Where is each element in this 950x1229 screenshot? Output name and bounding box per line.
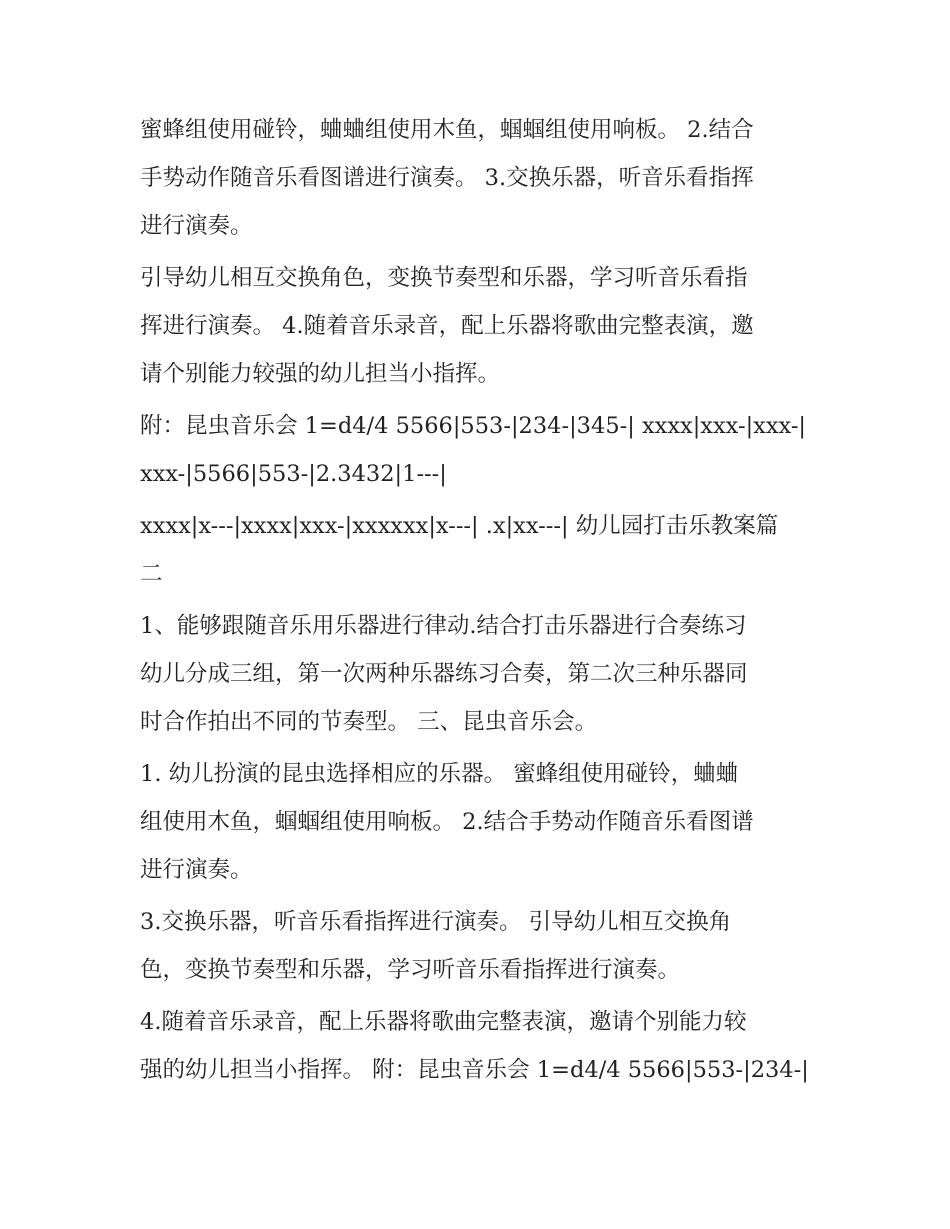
text-line: 挥进行演奏。 4.随着音乐录音，配上乐器将歌曲完整表演，邀	[140, 313, 754, 339]
text-line: 引导幼儿相互交换角色，变换节奏型和乐器，学习听音乐看指	[140, 265, 748, 291]
text-line: 蜜蜂组使用碰铃，蛐蛐组使用木鱼，蝈蝈组使用响板。 2.结合	[140, 117, 754, 143]
text-line: 时合作拍出不同的节奏型。 三、昆虫音乐会。	[140, 709, 598, 735]
paragraph-3	[140, 602, 820, 746]
text-line: 手势动作随音乐看图谱进行演奏。 3.交换乐器，听音乐看指挥	[140, 165, 754, 191]
paragraph-5	[140, 898, 820, 994]
text-line: 强的幼儿担当小指挥。 附：昆虫音乐会 1=d4/4 5566|553-|234-|	[140, 1057, 809, 1083]
paragraph-2	[140, 254, 820, 398]
text-line: xxx-|5566|553-|2.3432|1---|	[140, 461, 447, 487]
paragraph-6	[140, 998, 820, 1094]
text-line: 进行演奏。	[140, 857, 253, 883]
text-line: 色，变换节奏型和乐器，学习听音乐看指挥进行演奏。	[140, 957, 681, 983]
text-line: 进行演奏。	[140, 213, 253, 239]
text-line: 附：昆虫音乐会 1=d4/4 5566|553-|234-|345-| xxxx|xxx-|xxx-|	[140, 413, 807, 439]
text-line: 请个别能力较强的幼儿担当小指挥。	[140, 361, 501, 387]
text-line: 幼儿分成三组，第一次两种乐器练习合奏，第二次三种乐器同	[140, 661, 748, 687]
paragraph-score-1	[140, 402, 820, 498]
text-line: 3.交换乐器，听音乐看指挥进行演奏。 引导幼儿相互交换角	[140, 909, 732, 935]
text-line: 1、能够跟随音乐用乐器进行律动.结合打击乐器进行合奏练习	[140, 613, 747, 639]
text-line: 4.随着音乐录音，配上乐器将歌曲完整表演，邀请个别能力较	[140, 1009, 747, 1035]
paragraph-1	[140, 106, 820, 250]
text-line: 组使用木鱼，蝈蝈组使用响板。 2.结合手势动作随音乐看图谱	[140, 809, 754, 835]
paragraph-4	[140, 750, 820, 894]
paragraph-score-2	[140, 502, 820, 598]
text-line: 二	[140, 561, 163, 587]
document-body	[140, 106, 820, 1098]
text-line: 1. 幼儿扮演的昆虫选择相应的乐器。 蜜蜂组使用碰铃，蛐蛐	[140, 761, 739, 787]
text-line: xxxx|x---|xxxx|xxx-|xxxxxx|x---| .x|xx---| 幼儿园打击乐教案篇	[140, 513, 779, 539]
